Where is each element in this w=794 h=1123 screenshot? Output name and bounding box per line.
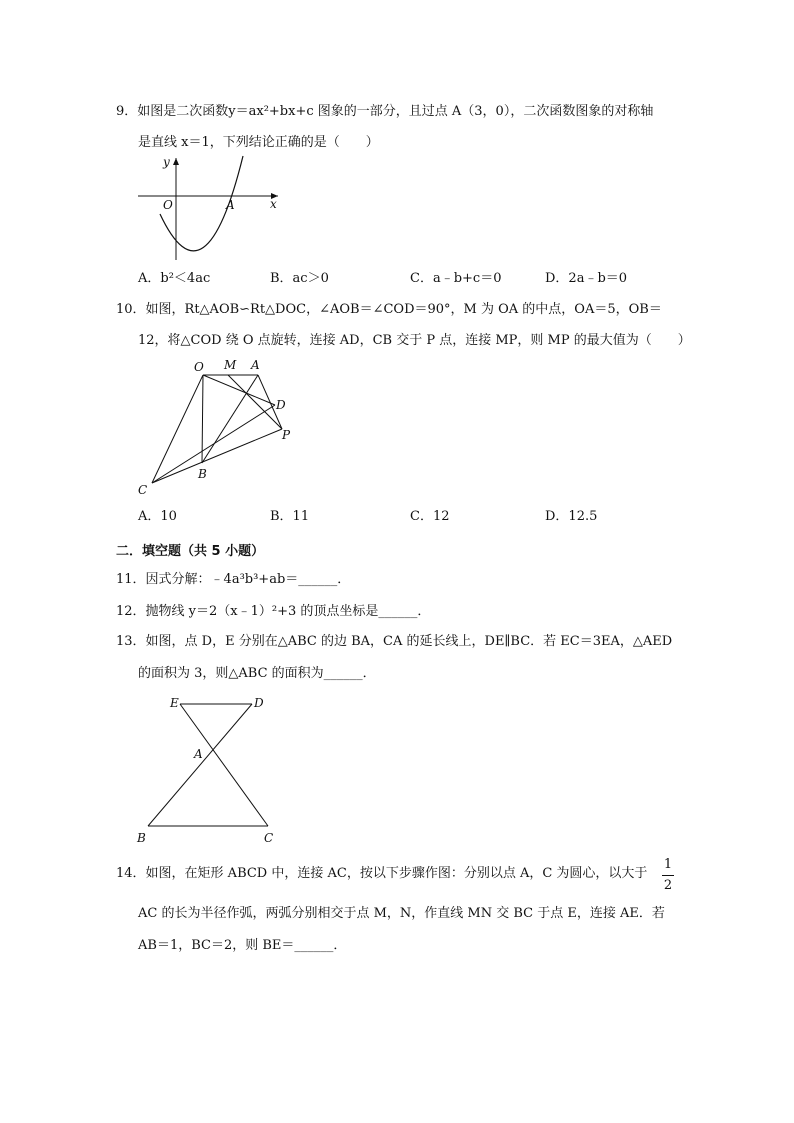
q10-a-label: A [251, 358, 260, 372]
q14-fraction-denominator: 2 [663, 878, 673, 893]
q10-m-label: M [224, 358, 237, 372]
q9-option-d: D．2a﹣b＝0 [545, 271, 628, 286]
q9-option-b: B．ac＞0 [270, 271, 329, 286]
section-heading: 二．填空题（共 5 小题） [116, 544, 265, 559]
q10-line1: 10．如图，Rt△AOB∽Rt△DOC，∠AOB＝∠COD＝90°，M 为 OA 的中点，OA＝5，OB＝ [116, 302, 662, 317]
q9-option-c: C．a﹣b+c＝0 [410, 271, 502, 286]
q10-o-label: O [194, 360, 204, 374]
q11-text: 11．因式分解：﹣4a³b³+ab＝______． [116, 572, 351, 587]
q10-p-label: P [282, 428, 291, 442]
q13-line1: 13．如图，点 D，E 分别在△ABC 的边 BA，CA 的延长线上，DE∥BC．若 EC＝3EA，△AED [116, 634, 673, 649]
q10-option-d: D．12.5 [545, 509, 598, 524]
q13-c-label: C [264, 831, 274, 845]
q13-e-label: E [170, 696, 179, 710]
q13-a-label: A [194, 747, 203, 761]
q10-b-label: B [198, 467, 207, 481]
q9-option-a: A．b²＜4ac [138, 271, 211, 286]
q9-figure [130, 152, 290, 264]
q10-c-label: C [138, 483, 148, 497]
q10-figure [130, 355, 310, 500]
q13-d-label: D [254, 696, 264, 710]
q9-line1: 9．如图是二次函数y＝ax²+bx+c 图象的一部分，且过点 A（3，0），二次函数图象的对称轴 [116, 104, 654, 119]
q12-text: 12．抛物线 y＝2（x﹣1）²+3 的顶点坐标是______． [116, 604, 431, 619]
q10-d-label: D [276, 398, 286, 412]
q14-fraction-numerator: 1 [663, 857, 673, 872]
q14-line3: AB＝1，BC＝2，则 BE＝______． [138, 938, 347, 953]
q9-x-label: x [270, 197, 277, 211]
q14-line1: 14．如图，在矩形 ABCD 中，连接 AC，按以下步骤作图：分别以点 A，C 为圆心，以大于 [116, 866, 648, 881]
q9-line2: 是直线 x＝1，下列结论正确的是（ ） [138, 135, 379, 150]
q10-option-b: B．11 [270, 509, 310, 524]
q9-y-label: y [163, 155, 170, 169]
q10-option-a: A．10 [138, 509, 177, 524]
q9-a-label: A [226, 198, 235, 212]
q13-b-label: B [137, 831, 146, 845]
q13-line2: 的面积为 3，则△ABC 的面积为______． [138, 666, 376, 681]
q14-line2: AC 的长为半径作弧，两弧分别相交于点 M，N，作直线 MN 交 BC 于点 E，连接 AE．若 [138, 906, 665, 921]
q9-o-label: O [163, 198, 173, 212]
q13-figure [130, 692, 290, 847]
q10-option-c: C．12 [410, 509, 450, 524]
q10-line2: 12，将△COD 绕 O 点旋转，连接 AD，CB 交于 P 点，连接 MP，则 MP 的最大值为（ ） [138, 333, 691, 348]
q14-fraction-bar [662, 875, 674, 876]
